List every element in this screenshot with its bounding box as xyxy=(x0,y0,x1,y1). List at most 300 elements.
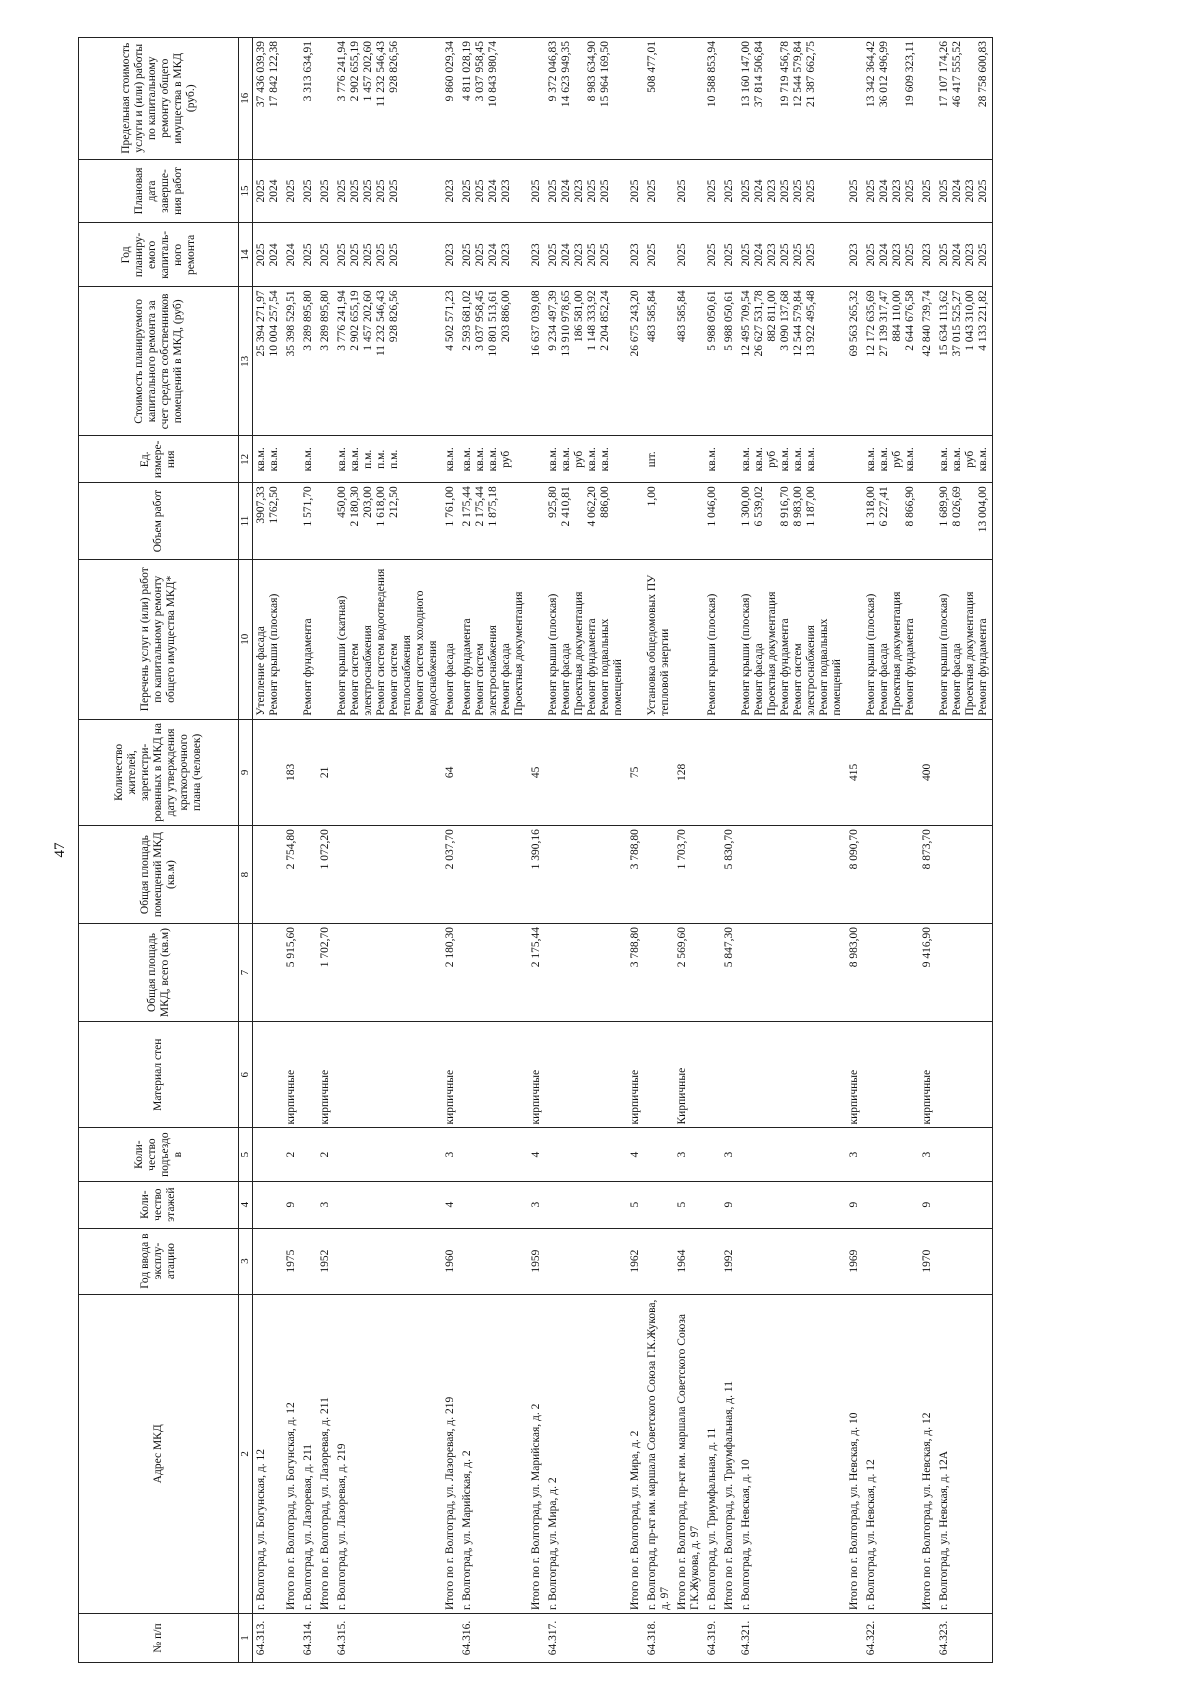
row-works-cell xyxy=(738,559,846,719)
row-area-total-cell xyxy=(300,924,317,1022)
row-area-total-cell xyxy=(545,924,627,1022)
row-plan-year-cell xyxy=(528,223,545,287)
row-address-cell xyxy=(334,1294,442,1613)
row-end-date-line: 2025 xyxy=(375,179,387,203)
row-end-date-line: 2025 xyxy=(629,179,641,203)
column-number-cell: 11 xyxy=(239,483,253,560)
table-row xyxy=(721,38,738,1663)
row-volume-line: 203,00 xyxy=(362,486,374,518)
row-volume-cell xyxy=(528,483,545,560)
row-area-premises-cell: 2 754,80 xyxy=(283,826,300,924)
row-plan-year-line: 2025 xyxy=(740,243,752,267)
row-plan-year-line: 2025 xyxy=(547,243,559,267)
row-number-cell xyxy=(674,1614,704,1663)
table-row xyxy=(334,38,442,1663)
row-limit-cost-cell xyxy=(738,38,846,160)
row-unit-cell xyxy=(442,436,459,483)
row-material-cell xyxy=(253,1022,284,1128)
row-cost-cell xyxy=(863,287,919,436)
row-unit-line: кв.м. xyxy=(255,447,267,472)
row-works-cell xyxy=(704,559,721,719)
row-cost-line: 2 644 676,58 xyxy=(904,290,916,351)
row-cost-cell xyxy=(528,287,545,436)
row-plan-year-line: 2025 xyxy=(255,243,267,267)
row-end-date-line: 2025 xyxy=(938,179,950,203)
row-material-cell: кирпичные xyxy=(528,1022,545,1128)
row-cost-cell xyxy=(846,287,863,436)
row-unit-line: кв.м. xyxy=(779,447,791,472)
row-works-line: Ремонт крыши (плоская) xyxy=(865,593,877,716)
row-volume-cell xyxy=(627,483,644,560)
row-cost-line: 13 910 978,65 xyxy=(560,290,572,357)
row-works-line: Ремонт крыши (плоская) xyxy=(547,593,559,716)
column-number-cell: 14 xyxy=(239,223,253,287)
row-unit-line: кв.м. xyxy=(302,447,314,472)
header-cell-limit-cost: Предельная стоимость услуги и (или) работы по капитальному ремонту общего имущества в МКД (руб.) xyxy=(79,38,239,160)
row-unit-cell xyxy=(334,436,442,483)
row-unit-line: руб xyxy=(500,450,512,468)
row-end-date-line: 2025 xyxy=(336,179,348,203)
row-address-cell xyxy=(936,1294,993,1613)
row-limit-cost-cell xyxy=(528,38,545,160)
row-cost-cell xyxy=(283,287,300,436)
row-limit-cost-line: 9 860 029,34 xyxy=(444,41,456,102)
row-entrances-cell xyxy=(936,1128,993,1181)
row-volume-cell xyxy=(317,483,334,560)
row-volume-line: 3907,33 xyxy=(255,486,267,524)
header-cell-residents: Количество жителей, зарегистри-рованных в МКД на дату утверждения краткосрочного плана (человек) xyxy=(79,719,239,825)
row-plan-year-line: 2025 xyxy=(779,243,791,267)
row-cost-line: 10 004 257,54 xyxy=(268,290,280,357)
row-plan-year-line: 2023 xyxy=(964,243,976,267)
row-plan-year-cell xyxy=(317,223,334,287)
row-number-cell: 64.313. xyxy=(253,1614,284,1663)
row-end-date-cell xyxy=(919,159,936,223)
row-cost-line: 4 133 221,82 xyxy=(977,290,989,351)
row-volume-line: 1,00 xyxy=(646,486,658,507)
row-number-cell: 64.322. xyxy=(863,1614,919,1663)
row-cost-line: 12 172 635,69 xyxy=(865,290,877,357)
row-cost-line: 27 139 317,47 xyxy=(878,290,890,357)
row-cost-cell xyxy=(674,287,704,436)
row-limit-cost-line: 1 457 202,60 xyxy=(362,41,374,102)
row-unit-cell xyxy=(674,436,704,483)
row-cost-line: 12 544 579,84 xyxy=(792,290,804,357)
column-number-cell: 5 xyxy=(239,1128,253,1181)
row-limit-cost-line: 508 477,01 xyxy=(646,41,658,93)
row-unit-line: руб xyxy=(891,450,903,468)
row-cost-line: 884 110,00 xyxy=(891,290,903,342)
row-works-line: Ремонт систем холодного водоснабжения xyxy=(414,590,439,716)
row-unit-line: кв.м. xyxy=(938,447,950,472)
row-unit-line: кв.м. xyxy=(599,447,611,472)
row-unit-line: кв.м. xyxy=(336,447,348,472)
row-unit-cell xyxy=(317,436,334,483)
row-works-line: Ремонт фасада xyxy=(444,643,456,716)
row-volume-cell xyxy=(846,483,863,560)
table-row xyxy=(863,38,919,1663)
row-unit-line: кв.м. xyxy=(805,447,817,472)
header-cell-address: Адрес МКД xyxy=(79,1294,239,1613)
row-address-line: г. Волгоград, ул. Невская, д. 12 xyxy=(865,1459,877,1611)
row-address-line: г. Волгоград, ул. Богунская, д. 12 xyxy=(255,1449,267,1611)
row-plan-year-cell xyxy=(442,223,459,287)
row-end-date-line: 2025 xyxy=(586,179,598,203)
row-end-date-line: 2025 xyxy=(706,179,718,203)
row-plan-year-cell xyxy=(283,223,300,287)
row-works-line: Ремонт крыши (плоская) xyxy=(938,593,950,716)
row-floors-cell: 9 xyxy=(846,1181,863,1228)
header-cell-floors: Коли-чество этажей xyxy=(79,1181,239,1228)
row-area-total-cell xyxy=(863,924,919,1022)
row-volume-line: 13 004,00 xyxy=(977,486,989,533)
row-unit-line: кв.м. xyxy=(977,447,989,472)
row-works-line: Ремонт подвальных помещений xyxy=(599,618,624,716)
row-address-cell xyxy=(738,1294,846,1613)
row-plan-year-line: 2025 xyxy=(599,243,611,267)
row-plan-year-line: 2025 xyxy=(723,243,735,267)
row-entrances-cell: 2 xyxy=(317,1128,334,1181)
row-plan-year-line: 2024 xyxy=(268,243,280,267)
row-volume-line xyxy=(500,486,513,556)
row-limit-cost-cell xyxy=(644,38,674,160)
row-unit-cell xyxy=(528,436,545,483)
row-year-cell xyxy=(644,1228,674,1294)
row-limit-cost-line xyxy=(891,41,904,156)
row-number-cell xyxy=(317,1614,334,1663)
row-material-cell xyxy=(300,1022,317,1128)
table-row xyxy=(936,38,993,1663)
row-unit-line xyxy=(723,439,736,479)
row-volume-cell xyxy=(863,483,919,560)
row-works-line xyxy=(530,563,543,716)
row-address-cell xyxy=(283,1294,300,1613)
row-volume-line: 6 539,02 xyxy=(753,486,765,527)
row-address-cell xyxy=(300,1294,317,1613)
row-volume-cell xyxy=(936,483,993,560)
row-end-date-line: 2025 xyxy=(792,179,804,203)
row-volume-line xyxy=(285,486,298,556)
row-unit-line: руб xyxy=(766,450,778,468)
row-area-total-cell: 8 983,00 xyxy=(846,924,863,1022)
row-volume-line: 2 180,30 xyxy=(349,486,361,527)
row-end-date-cell xyxy=(300,159,317,223)
row-limit-cost-line xyxy=(530,41,543,156)
row-end-date-line: 2025 xyxy=(285,179,297,203)
row-limit-cost-line: 19 609 323,11 xyxy=(904,41,916,107)
row-address-cell xyxy=(627,1294,644,1613)
row-number-cell: 64.321. xyxy=(738,1614,846,1663)
row-works-cell xyxy=(253,559,284,719)
row-number-cell: 64.316. xyxy=(459,1614,528,1663)
row-unit-cell xyxy=(283,436,300,483)
row-cost-cell xyxy=(253,287,284,436)
row-end-date-line: 2024 xyxy=(878,179,890,203)
row-unit-line: п.м. xyxy=(388,449,400,469)
row-volume-line xyxy=(573,486,586,556)
row-residents-cell xyxy=(863,719,919,825)
row-plan-year-cell xyxy=(334,223,442,287)
row-floors-cell xyxy=(459,1181,528,1228)
row-year-cell xyxy=(459,1228,528,1294)
row-end-date-line: 2025 xyxy=(921,179,933,203)
row-area-premises-cell: 8 873,70 xyxy=(919,826,936,924)
row-end-date-line: 2025 xyxy=(865,179,877,203)
row-plan-year-cell xyxy=(721,223,738,287)
row-residents-cell: 75 xyxy=(627,719,644,825)
row-area-total-cell: 2 180,30 xyxy=(442,924,459,1022)
rotated-page xyxy=(48,37,1188,1663)
row-limit-cost-cell xyxy=(627,38,644,160)
row-works-line: Проектная документация xyxy=(964,591,976,716)
row-area-premises-cell xyxy=(704,826,721,924)
row-plan-year-line: 2025 xyxy=(474,243,486,267)
row-plan-year-cell xyxy=(936,223,993,287)
row-year-cell xyxy=(738,1228,846,1294)
row-floors-cell xyxy=(253,1181,284,1228)
row-volume-line: 6 227,41 xyxy=(878,486,890,527)
row-works-line: Ремонт фундамента xyxy=(461,618,473,716)
row-entrances-cell: 3 xyxy=(721,1128,738,1181)
row-floors-cell xyxy=(334,1181,442,1228)
row-unit-cell xyxy=(738,436,846,483)
row-plan-year-line: 2024 xyxy=(753,243,765,267)
row-end-date-line: 2025 xyxy=(904,179,916,203)
row-limit-cost-cell xyxy=(674,38,704,160)
row-end-date-line: 2025 xyxy=(388,179,400,203)
row-unit-line: кв.м. xyxy=(586,447,598,472)
row-number-cell xyxy=(846,1614,863,1663)
row-area-total-cell xyxy=(936,924,993,1022)
row-end-date-line: 2023 xyxy=(573,179,585,203)
row-area-premises-cell: 8 090,70 xyxy=(846,826,863,924)
row-cost-line: 25 394 271,97 xyxy=(255,290,267,357)
row-area-total-cell: 9 416,90 xyxy=(919,924,936,1022)
row-limit-cost-line: 4 811 028,19 xyxy=(461,41,473,101)
row-end-date-cell xyxy=(459,159,528,223)
row-limit-cost-line: 17 842 122,38 xyxy=(268,41,280,108)
row-volume-line xyxy=(319,486,332,556)
row-cost-line: 203 886,00 xyxy=(500,290,512,343)
row-unit-line: руб xyxy=(964,450,976,468)
row-area-total-cell: 5 915,60 xyxy=(283,924,300,1022)
row-material-cell: кирпичные xyxy=(317,1022,334,1128)
row-cost-cell xyxy=(644,287,674,436)
row-area-premises-cell xyxy=(936,826,993,924)
row-entrances-cell xyxy=(545,1128,627,1181)
row-cost-cell xyxy=(334,287,442,436)
row-plan-year-cell xyxy=(644,223,674,287)
row-cost-line: 37 015 525,27 xyxy=(951,290,963,357)
row-limit-cost-cell xyxy=(846,38,863,160)
row-works-cell xyxy=(317,559,334,719)
row-limit-cost-cell xyxy=(300,38,317,160)
row-volume-line xyxy=(530,486,543,556)
row-cost-line: 26 675 243,20 xyxy=(629,290,641,357)
row-works-line: Ремонт систем водоотведения xyxy=(375,568,387,716)
row-year-cell xyxy=(936,1228,993,1294)
row-address-cell xyxy=(442,1294,459,1613)
row-address-line: г. Волгоград, ул. Лазоревая, д. 211 xyxy=(302,1443,314,1611)
row-address-cell xyxy=(644,1294,674,1613)
row-address-cell xyxy=(704,1294,721,1613)
row-limit-cost-line xyxy=(964,41,977,156)
row-volume-line xyxy=(921,486,934,556)
row-end-date-cell xyxy=(674,159,704,223)
row-number-cell xyxy=(627,1614,644,1663)
row-volume-line: 450,00 xyxy=(336,486,348,518)
row-volume-line: 2 175,44 xyxy=(461,486,473,527)
row-volume-line: 886,00 xyxy=(599,486,611,518)
row-works-line: Ремонт фундамента xyxy=(302,618,314,716)
row-plan-year-cell xyxy=(627,223,644,287)
row-address-cell xyxy=(846,1294,863,1613)
row-limit-cost-line: 13 342 364,42 xyxy=(865,41,877,108)
row-end-date-line: 2025 xyxy=(362,179,374,203)
row-end-date-line: 2025 xyxy=(530,179,542,203)
row-address-line: г. Волгоград, ул. Марийская, д. 2 xyxy=(461,1450,473,1611)
row-unit-line: кв.м. xyxy=(792,447,804,472)
row-entrances-cell: 2 xyxy=(283,1128,300,1181)
row-end-date-line: 2023 xyxy=(766,179,778,203)
row-end-date-line: 2025 xyxy=(646,179,658,203)
row-volume-line: 925,80 xyxy=(547,486,559,518)
row-volume-cell xyxy=(674,483,704,560)
row-unit-line: кв.м. xyxy=(560,447,572,472)
row-plan-year-line: 2023 xyxy=(629,243,641,267)
row-end-date-cell xyxy=(317,159,334,223)
row-volume-cell xyxy=(919,483,936,560)
row-area-premises-cell: 3 788,80 xyxy=(627,826,644,924)
row-material-cell xyxy=(644,1022,674,1128)
row-volume-cell xyxy=(442,483,459,560)
row-entrances-cell xyxy=(300,1128,317,1181)
row-cost-line: 483 585,84 xyxy=(646,290,658,343)
page-stage xyxy=(48,37,1188,1663)
row-residents-cell: 400 xyxy=(919,719,936,825)
row-address-line: Итого по г. Волгоград, ул. Мира, д. 2 xyxy=(629,1430,641,1611)
row-volume-cell xyxy=(644,483,674,560)
row-limit-cost-line: 15 964 169,50 xyxy=(599,41,611,108)
column-number-cell: 6 xyxy=(239,1022,253,1128)
row-end-date-line: 2025 xyxy=(599,179,611,203)
row-end-date-cell xyxy=(738,159,846,223)
row-address-cell xyxy=(674,1294,704,1613)
row-limit-cost-line: 2 902 655,19 xyxy=(349,41,361,102)
table-row xyxy=(253,38,284,1663)
row-plan-year-line: 2024 xyxy=(878,243,890,267)
row-plan-year-line: 2024 xyxy=(285,243,297,267)
header-cell-entrances: Коли-чество подъездо в xyxy=(79,1128,239,1181)
row-plan-year-line: 2025 xyxy=(388,243,400,267)
row-year-cell: 1970 xyxy=(919,1228,936,1294)
row-floors-cell: 4 xyxy=(442,1181,459,1228)
row-volume-line: 2 410,81 xyxy=(560,486,572,527)
column-number-row xyxy=(239,38,253,1663)
row-volume-line: 1 318,00 xyxy=(865,486,877,527)
row-plan-year-cell xyxy=(738,223,846,287)
row-plan-year-line: 2024 xyxy=(560,243,572,267)
row-floors-cell xyxy=(545,1181,627,1228)
row-address-line: Итого по г. Волгоград, ул. Марийская, д. 2 xyxy=(530,1403,542,1611)
row-area-premises-cell: 1 072,20 xyxy=(317,826,334,924)
row-address-cell xyxy=(528,1294,545,1613)
table-row xyxy=(442,38,459,1663)
row-cost-line: 2 902 655,19 xyxy=(349,290,361,351)
row-works-line: Ремонт систем электроснабжения xyxy=(792,625,817,716)
row-residents-cell: 128 xyxy=(674,719,704,825)
row-limit-cost-cell xyxy=(459,38,528,160)
row-works-cell xyxy=(644,559,674,719)
row-volume-line: 1 046,00 xyxy=(706,486,718,527)
row-plan-year-cell xyxy=(459,223,528,287)
row-unit-line: кв.м. xyxy=(444,447,456,472)
table-row xyxy=(459,38,528,1663)
row-plan-year-line: 2025 xyxy=(805,243,817,267)
row-area-premises-cell xyxy=(334,826,442,924)
row-plan-year-cell xyxy=(919,223,936,287)
row-floors-cell xyxy=(644,1181,674,1228)
row-end-date-line: 2024 xyxy=(268,179,280,203)
row-cost-line: 35 398 529,51 xyxy=(285,290,297,357)
row-end-date-cell xyxy=(442,159,459,223)
row-year-cell: 1959 xyxy=(528,1228,545,1294)
row-works-line: Ремонт крыши (скатная) xyxy=(336,595,348,716)
row-area-total-cell: 2 175,44 xyxy=(528,924,545,1022)
header-cell-works: Перечень услуг и (или) работ по капитальному ремонту общего имущества МКД* xyxy=(79,559,239,719)
row-residents-cell xyxy=(300,719,317,825)
column-number-cell: 2 xyxy=(239,1294,253,1613)
row-limit-cost-line: 3 037 958,45 xyxy=(474,41,486,102)
row-plan-year-line: 2025 xyxy=(336,243,348,267)
row-volume-line: 1 187,00 xyxy=(805,486,817,527)
row-end-date-line: 2025 xyxy=(349,179,361,203)
row-year-cell: 1969 xyxy=(846,1228,863,1294)
row-unit-cell xyxy=(627,436,644,483)
row-entrances-cell xyxy=(459,1128,528,1181)
row-address-cell xyxy=(253,1294,284,1613)
row-cost-line: 483 585,84 xyxy=(676,290,688,343)
row-number-cell: 64.317. xyxy=(545,1614,627,1663)
row-volume-line: 1 300,00 xyxy=(740,486,752,527)
row-end-date-line: 2025 xyxy=(302,179,314,203)
row-plan-year-line: 2025 xyxy=(646,243,658,267)
row-cost-line: 186 581,00 xyxy=(573,290,585,343)
row-limit-cost-cell xyxy=(863,38,919,160)
row-floors-cell xyxy=(738,1181,846,1228)
row-plan-year-cell xyxy=(674,223,704,287)
column-number-cell: 3 xyxy=(239,1228,253,1294)
row-end-date-line: 2025 xyxy=(848,179,860,203)
row-end-date-cell xyxy=(936,159,993,223)
row-material-cell xyxy=(545,1022,627,1128)
row-plan-year-cell xyxy=(253,223,284,287)
row-volume-cell xyxy=(283,483,300,560)
row-plan-year-line: 2025 xyxy=(586,243,598,267)
header-cell-area-premises: Общая площадь помещений МКД (кв.м) xyxy=(79,826,239,924)
row-unit-line: кв.м. xyxy=(865,447,877,472)
row-limit-cost-cell xyxy=(283,38,300,160)
row-limit-cost-line: 10 588 853,94 xyxy=(706,41,718,108)
row-unit-line: кв.м. xyxy=(753,447,765,472)
row-cost-cell xyxy=(919,287,936,436)
row-unit-cell xyxy=(936,436,993,483)
header-cell-material: Материал стен xyxy=(79,1022,239,1128)
row-residents-cell: 21 xyxy=(317,719,334,825)
row-year-cell: 1975 xyxy=(283,1228,300,1294)
row-cost-line: 15 634 113,62 xyxy=(938,290,950,357)
row-address-line: Итого по г. Волгоград, ул. Невская, д. 10 xyxy=(848,1412,860,1611)
